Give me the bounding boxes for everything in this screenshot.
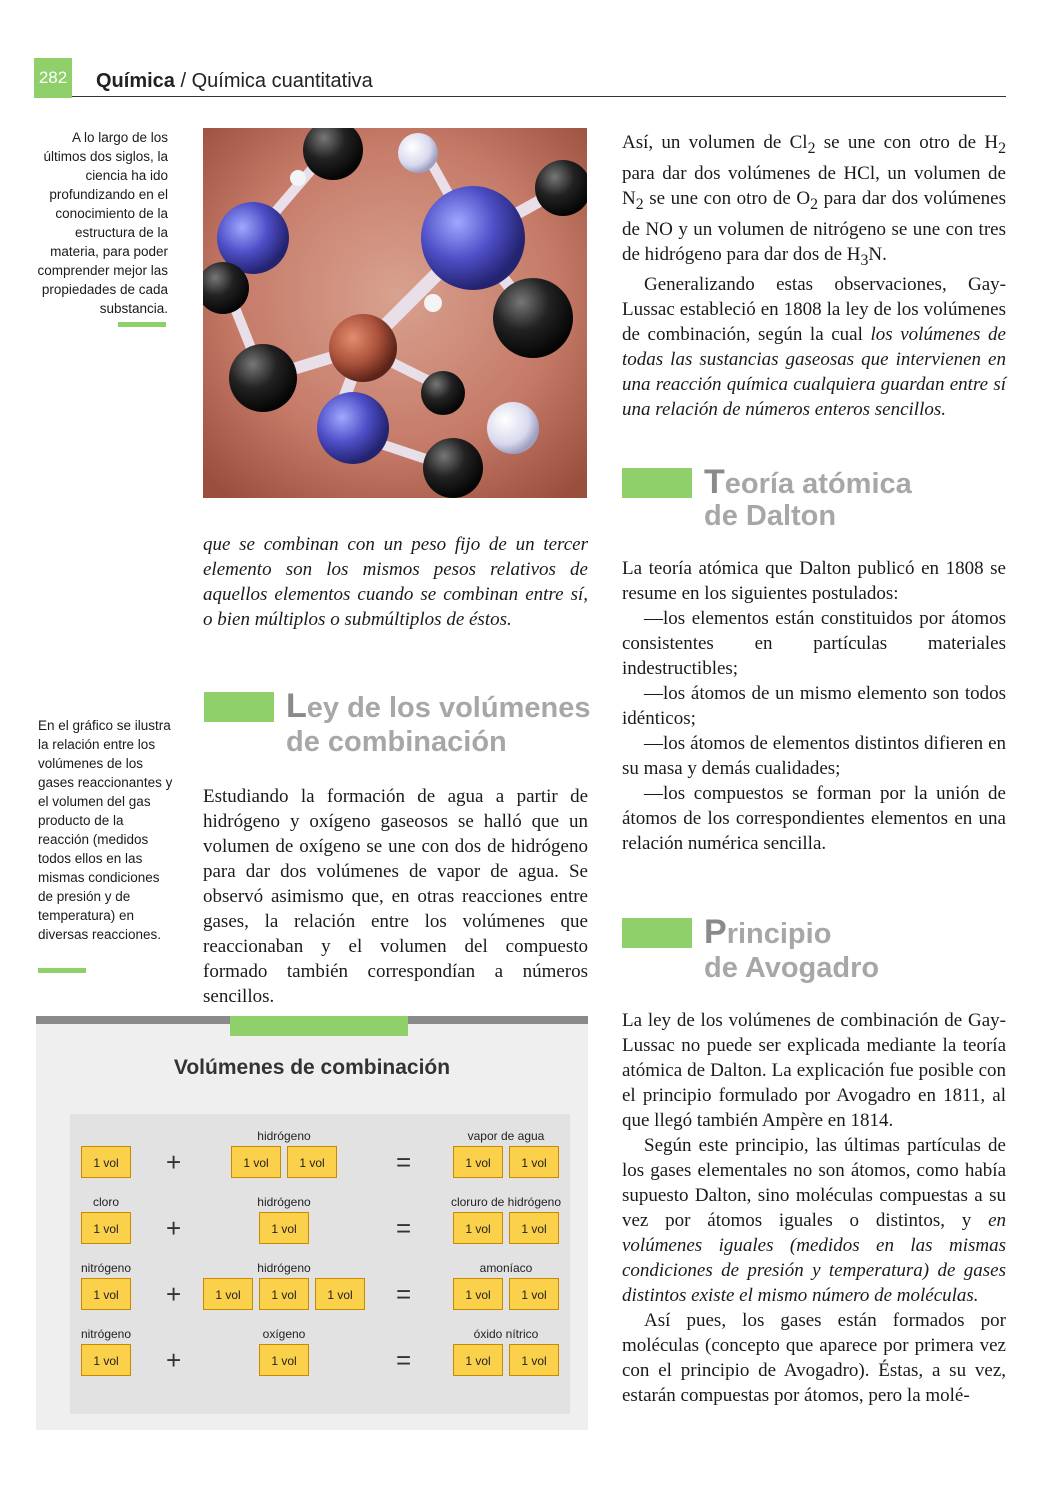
plus-sign: + <box>166 1213 182 1243</box>
product-vol-box: 1 vol <box>509 1212 559 1244</box>
caption-accent-bar-2 <box>38 968 86 973</box>
molecule-photo <box>203 128 587 498</box>
section-title-rest: ey de los volúmenes <box>306 692 591 724</box>
plus-sign: + <box>166 1147 182 1177</box>
reactant2-vol-box: 1 vol <box>203 1278 253 1310</box>
combination-examples-paragraph <box>622 130 1006 272</box>
dalton-postulate-4: —los compuestos se forman por la unión de átomos de los correspondientes elementos en una relación numérica sencilla. <box>622 783 1006 854</box>
section-accent-bar <box>204 692 274 722</box>
reactant2-vol-box: 1 vol <box>259 1278 309 1310</box>
product-vol-box: 1 vol <box>453 1212 503 1244</box>
section-heading-avogadro <box>622 913 1006 986</box>
reactant2-vol-box: 1 vol <box>315 1278 365 1310</box>
dalton-postulate-2: —los átomos de un mismo elemento son todos idénticos; <box>622 683 1006 729</box>
subscript: 3 <box>860 251 869 269</box>
paragraph-text: Así, un volumen de Cl <box>622 132 808 153</box>
paragraph-text: se une con otro de O <box>643 187 811 209</box>
avogadro-text: Según este principio, las últimas partículas de los gases elementales no son átomos, como había supuesto Dalton, sino moléculas compuestas a su vez por átomos iguales o distintos, y <box>622 1135 1006 1231</box>
dalton-intro: La teoría atómica que Dalton publicó en 1808 se resume en los siguientes postulados: <box>622 558 1006 604</box>
reactant2-vol-box: 1 vol <box>287 1146 337 1178</box>
figure-title: Volúmenes de combinación <box>173 1056 451 1079</box>
section-title-line1 <box>704 913 832 951</box>
dalton-postulate-3: —los átomos de elementos distintos difieren en su masa y demás cualidades; <box>622 733 1006 779</box>
section-title-line2: de combinación <box>286 726 507 758</box>
subscript: 2 <box>810 195 819 213</box>
gay-lussac-law-italic: los volúmenes de todas las sustancias gaseosas que intervienen en una reacción química cualquiera guardan entre sí una relación de números enteros sencillos. <box>622 324 1006 421</box>
gay-lussac-text: Generalizando estas observaciones, Gay-Lussac estableció en 1808 la ley de los volúmenes de combinación, según la cual <box>622 274 1006 346</box>
law-continuation-italic: que se combinan con un peso fijo de un tercer elemento son los mismos pesos relativos de aquellos elementos cuando se combinan entre sí, o bien múltiplos o submúltiplos de éstos. <box>203 534 588 630</box>
product-vol-box: 1 vol <box>453 1278 503 1310</box>
section-heading-dalton <box>622 463 1006 536</box>
avogadro-paragraph-1: La ley de los volúmenes de combinación de Gay-Lussac no puede ser explicada mediante la teoría atómica de Dalton. La explicación fue posible con el principio formulado por Avogadro en 1811, al que llegó también Ampère en 1814. <box>622 1010 1006 1131</box>
section-accent-bar <box>622 468 692 498</box>
equals-sign: = <box>396 1147 412 1177</box>
section-title-initial: P <box>704 913 727 951</box>
product-label: cloruro de hidrógeno <box>450 1195 562 1209</box>
volumes-paragraph: Estudiando la formación de agua a partir de hidrógeno y oxígeno gaseosos se halló que un volumen de oxígeno se une con dos de hidrógeno para dar dos volúmenes de vapor de agua. Se observó asimismo que, en otras reacciones entre gases, la relación entre los volúmenes que reaccionaban y el volumen del compuesto formado también correspondían a números sencillos. <box>203 786 588 1007</box>
product-vol-box: 1 vol <box>509 1146 559 1178</box>
avogadro-paragraph-3: Así pues, los gases están formados por moléculas (concepto que aparece por primera vez con el principio de Avogadro). Éstas, a su vez, estarán compuestas por átomos, pero la molé- <box>622 1310 1006 1406</box>
reactant2-label: oxígeno <box>262 1327 306 1341</box>
page-number: 282 <box>34 58 72 98</box>
section-title-rest: eoría atómica <box>724 468 912 500</box>
reactant2-vol-box: 1 vol <box>259 1344 309 1376</box>
caption-accent-bar <box>118 322 166 327</box>
header-separator: / <box>174 70 192 92</box>
figure-accent-tab <box>230 1016 408 1036</box>
reactant2-label: hidrógeno <box>257 1129 311 1143</box>
section-title-initial: L <box>286 687 307 725</box>
subscript: 2 <box>998 139 1006 157</box>
reactant2-label: hidrógeno <box>257 1195 311 1209</box>
section-heading-volumes <box>204 687 591 760</box>
section-title-initial: T <box>704 463 725 501</box>
gay-lussac-paragraph <box>622 272 1006 422</box>
reactant1-label: nitrógeno <box>80 1327 132 1341</box>
header-subject: Química <box>96 70 175 92</box>
reactant1-vol-box: 1 vol <box>81 1212 131 1244</box>
equals-sign: = <box>396 1213 412 1243</box>
product-vol-box: 1 vol <box>509 1278 559 1310</box>
subscript: 2 <box>635 195 644 213</box>
subscript: 2 <box>807 139 816 157</box>
section-title-rest: rincipio <box>726 918 832 950</box>
section-accent-bar <box>622 918 692 948</box>
reactant1-label: cloro <box>92 1195 119 1209</box>
product-label: vapor de agua <box>467 1129 545 1143</box>
product-vol-box: 1 vol <box>453 1344 503 1376</box>
header-chapter: Química cuantitativa <box>191 70 373 92</box>
reactant2-vol-box: 1 vol <box>259 1212 309 1244</box>
paragraph-text: N. <box>868 243 887 265</box>
section-title-line1 <box>286 687 591 725</box>
reactant1-vol-box: 1 vol <box>81 1344 131 1376</box>
section-title-line2: de Avogadro <box>704 952 880 984</box>
reactant1-vol-box: 1 vol <box>81 1146 131 1178</box>
avogadro-paragraph-2 <box>622 1133 1006 1308</box>
paragraph-text: para dar dos volúmenes de HCl, un volumen de N <box>622 162 1006 209</box>
molecule-model-image <box>203 128 587 498</box>
product-vol-box: 1 vol <box>509 1344 559 1376</box>
reactant2-label: hidrógeno <box>257 1261 311 1275</box>
product-label: óxido nítrico <box>473 1327 539 1341</box>
reactant1-vol-box: 1 vol <box>81 1278 131 1310</box>
equals-sign: = <box>396 1279 412 1309</box>
avogadro-principle-italic: en volúmenes iguales (medidos en las mismas condiciones de presión y temperatura) de gases distintos existe el mismo número de moléculas. <box>622 1210 1006 1306</box>
header-rule <box>72 96 1006 97</box>
dalton-postulate-1: —los elementos están constituidos por átomos consistentes en partículas materiales indestructibles; <box>622 608 1006 679</box>
graph-caption: En el gráfico se ilustra la relación entre los volúmenes de los gases reaccionantes y el volumen del gas producto de la reacción (medidos todos ellos en las mismas condiciones de presión y de temperatura) en diversas reacciones. <box>38 718 173 942</box>
paragraph-text: para dar dos volúmenes de NO y un volumen de nitrógeno se une con tres de hidrógeno para dar dos de H <box>622 187 1006 265</box>
reactant1-label: nitrógeno <box>80 1261 132 1275</box>
product-vol-box: 1 vol <box>453 1146 503 1178</box>
section-title-line1 <box>704 463 912 501</box>
reactant2-vol-box: 1 vol <box>231 1146 281 1178</box>
paragraph-text: se une con otro de H <box>815 132 999 153</box>
plus-sign: + <box>166 1345 182 1375</box>
section-title-line2: de Dalton <box>704 500 837 532</box>
combination-volumes-figure <box>36 1016 588 1430</box>
plus-sign: + <box>166 1279 182 1309</box>
photo-caption: A lo largo de los últimos dos siglos, la ciencia ha ido profundizando en el conocimiento de la estructura de la materia, para poder comprender mejor las propiedades de cada substancia. <box>37 130 168 316</box>
running-header <box>96 70 373 93</box>
product-label: amoníaco <box>479 1261 533 1275</box>
equals-sign: = <box>396 1345 412 1375</box>
